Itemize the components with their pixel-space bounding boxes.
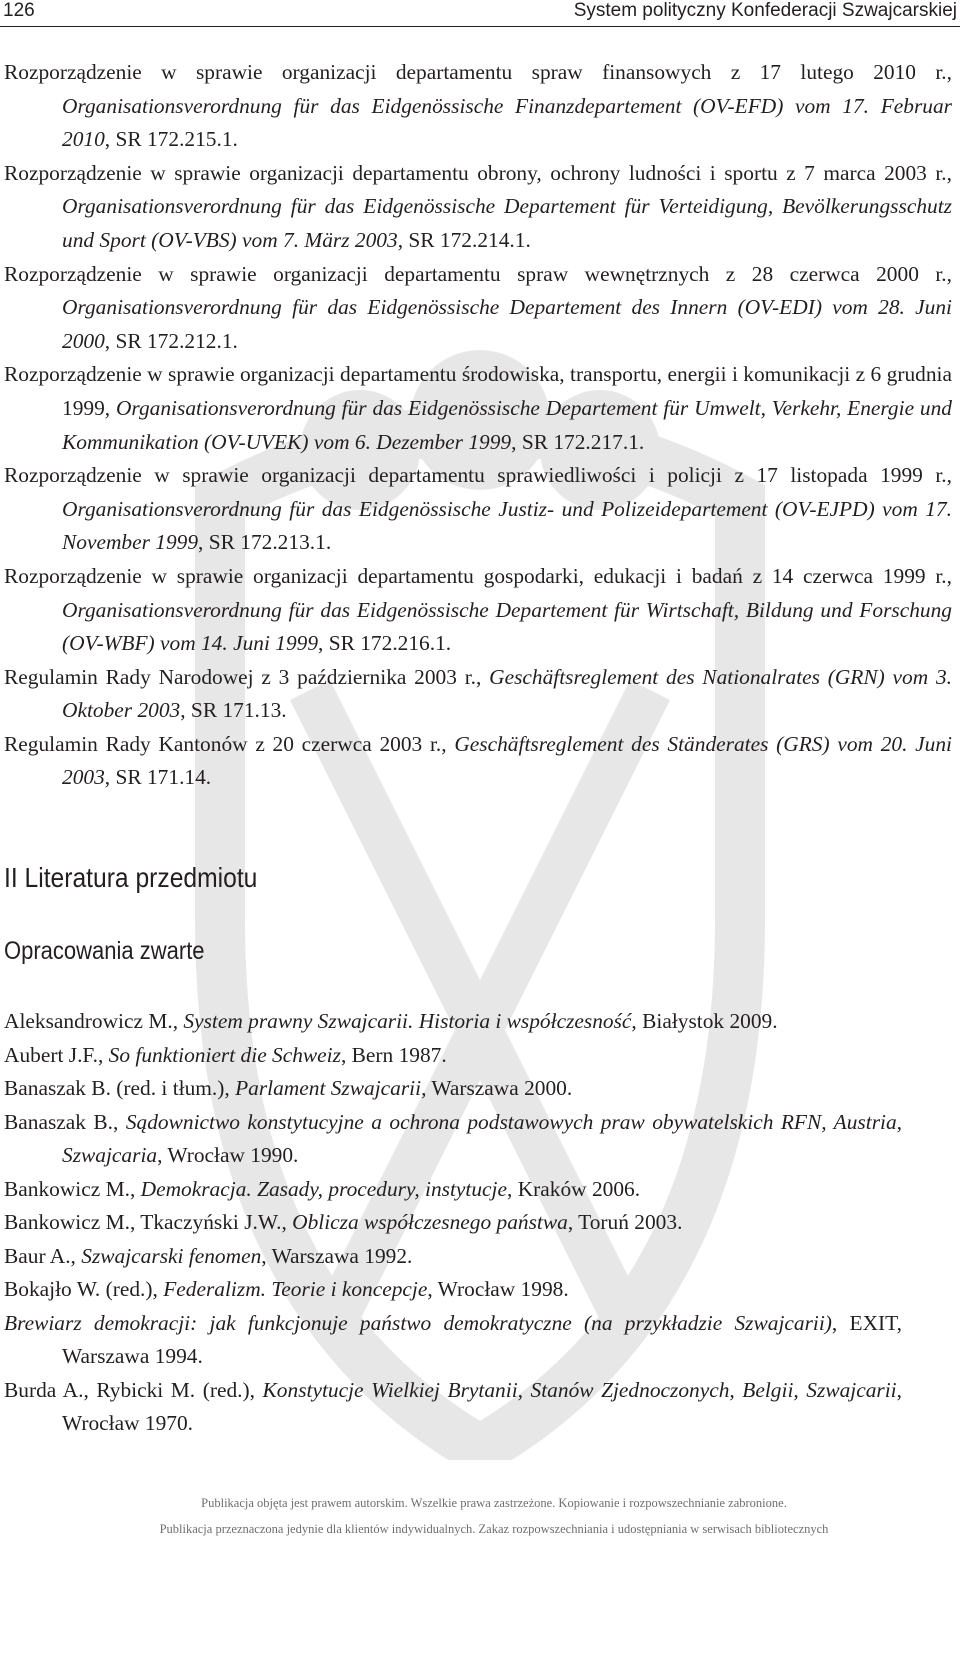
bibliography-entry: Aleksandrowicz M., System prawny Szwajcarii. Historia i współczesność, Białystok 2009.: [4, 1009, 778, 1033]
subsection-heading: Opracowania zwarte: [4, 937, 205, 965]
regulation-entry: Rozporządzenie w sprawie organizacji departamentu obrony, ochrony ludności i sportu z 7 marca 2003 r., Organisationsverordnung für das Eidgenössische Departement für Verteidigung, Bevölkerungsschutz und Sport (OV-VBS) vom 7. März 2003, SR 172.214.1.: [4, 160, 952, 252]
copyright-line: Publikacja objęta jest prawem autorskim. Wszelkie prawa zastrzeżone. Kopiowanie i rozpowszechnianie zabronione.: [201, 1496, 787, 1510]
running-title: System polityczny Konfederacji Szwajcarskiej: [573, 0, 957, 21]
regulation-entry: Rozporządzenie w sprawie organizacji departamentu gospodarki, edukacji i badań z 14 czerwca 1999 r., Organisationsverordnung für das Eidgenössische Departement für Wirtschaft, Bildung und Forschung (OV-WBF) vom 14. Juni 1999, SR 172.216.1.: [4, 563, 952, 656]
bibliography-entry: Baur A., Szwajcarski fenomen, Warszawa 1992.: [4, 1243, 413, 1268]
regulation-entry: Rozporządzenie w sprawie organizacji departamentu sprawiedliwości i policji z 17 listopada 1999 r., Organisationsverordnung für das Eidgenössische Justiz- und Polizeidepartement (OV-EJPD) vom 17. November 1999, SR 172.213.1.: [4, 463, 952, 555]
bibliography-entry: Bankowicz M., Demokracja. Zasady, procedury, instytucje, Kraków 2006.: [4, 1176, 641, 1201]
copyright-footer: [0, 1490, 960, 1542]
regulation-entry: Rozporządzenie w sprawie organizacji departamentu spraw finansowych z 17 lutego 2010 r., Organisationsverordnung für das Eidgenössische Finanzdepartement (OV-EFD) vom 17. Februar 2010, SR 172.215.1.: [4, 60, 952, 152]
bibliography-entry: Aubert J.F., So funktioniert die Schweiz, Bern 1987.: [4, 1042, 447, 1067]
page-number: 126: [3, 0, 35, 21]
regulation-entry: Regulamin Rady Kantonów z 20 czerwca 2003 r., Geschäftsreglement des Ständerates (GRS) vom 20. Juni 2003, SR 171.14.: [4, 731, 953, 790]
regulation-entry: Regulamin Rady Narodowej z 3 października 2003 r., Geschäftsreglement des Nationalrates (GRN) vom 3. Oktober 2003, SR 171.13.: [4, 664, 952, 723]
regulations-list: [4, 56, 952, 795]
bibliography-list: [4, 1005, 902, 1441]
bibliography-entry: Brewiarz demokracji: jak funkcjonuje państwo demokratyczne (na przykładzie Szwajcarii), EXIT, Warszawa 1994.: [4, 1310, 902, 1368]
bibliography-entry: Banaszak B. (red. i tłum.), Parlament Szwajcarii, Warszawa 2000.: [4, 1076, 573, 1100]
regulation-entry: Rozporządzenie w sprawie organizacji departamentu środowiska, transportu, energii i komunikacji z 6 grudnia 1999, Organisationsverordnung für das Eidgenössische Departement für Umwelt, Verkehr, Energie und Kommunikation (OV-UVEK) vom 6. Dezember 1999, SR 172.217.1.: [4, 362, 952, 454]
bibliography-entry: Bokajło W. (red.), Federalizm. Teorie i koncepcje, Wrocław 1998.: [4, 1277, 569, 1301]
section-heading: II Literatura przedmiotu: [4, 862, 258, 893]
distribution-notice: Publikacja przeznaczona jedynie dla klientów indywidualnych. Zakaz rozpowszechniania i udostępniania w serwisach bibliotecznych: [159, 1522, 829, 1536]
bibliography-entry: Banaszak B., Sądownictwo konstytucyjne a ochrona podstawowych praw obywatelskich RFN, Austria, Szwajcaria, Wrocław 1990.: [4, 1109, 903, 1167]
running-header: [0, 0, 960, 27]
bibliography-entry: Burda A., Rybicki M. (red.), Konstytucje Wielkiej Brytanii, Stanów Zjednoczonych, Belgii, Szwajcarii, Wrocław 1970.: [4, 1377, 902, 1435]
regulation-entry: Rozporządzenie w sprawie organizacji departamentu spraw wewnętrznych z 28 czerwca 2000 r., Organisationsverordnung für das Eidgenössische Departement des Innern (OV-EDI) vom 28. Juni 2000, SR 172.212.1.: [4, 261, 952, 353]
bibliography-entry: Bankowicz M., Tkaczyński J.W., Oblicza współczesnego państwa, Toruń 2003.: [4, 1210, 683, 1234]
